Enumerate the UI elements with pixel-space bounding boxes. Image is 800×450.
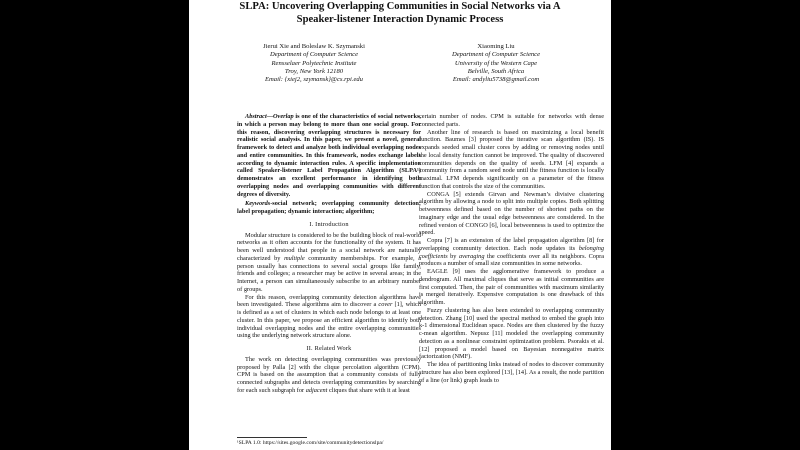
keywords-label: Keywords [245, 200, 271, 208]
right-paragraph-3: Copra [7] is an extension of the label propagation algorithm [8] for overlapping community detection. Each node updates its belonging coefficients by averaging the coefficients over all its neighbors. Copra produces a number of small size communities in some networks. [419, 237, 604, 268]
author-block-2 [411, 43, 581, 84]
right-paragraph-5: Fuzzy clustering has also been extended to overlapping community detection. Zhang [10] used the spectral method to embed the graph into k-1 dimensional Euclidean space. Nodes are then clustered by the fuzzy c-mean algorithm. Nepusz [11] modeled the overlapping community detection as a nonlinear constraint optimization problem. Psorakis et al. [12] proposed a model based on Bayesian nonnegative matrix factorization (NMF). [419, 306, 604, 361]
author-email: Email: {xiej2, szymansk}@cs.rpi.edu [265, 76, 363, 84]
author-institution: Rensselaer Polytechnic Institute [271, 59, 357, 67]
abstract-emphasis: Overlap [273, 113, 294, 120]
author-department: Department of Computer Science [451, 51, 541, 59]
author-names: Jierui Xie and Boleslaw K. Szymanski [263, 43, 365, 50]
right-column [419, 113, 604, 384]
author-city: Belville, South Africa [467, 67, 525, 75]
footnote-rule [237, 437, 307, 438]
section-1-heading: I. Introduction [309, 220, 349, 228]
section-2-heading: II. Related Work [306, 345, 352, 352]
title-line-2: Speaker-listener Interaction Dynamic Process [296, 14, 504, 25]
right-paragraph-4: EAGLE [9] uses the agglomerative framework to produce a dendrogram. All maximal cliques that serve as initial communities are first computed. Then, the pair of communities with maximum similarity is merged iteratively. Expensive computation is one drawback of this algorithm. [419, 268, 604, 306]
intro-paragraph-1: Modular structure is considered to be the building block of real-world networks as it often accounts for the functionality of the system. It has been well understood that people in a social network are naturally characterized by multiple community memberships. For example, a person usually has connections to several social groups like family, friends and colleges; a researcher may be active in several areas; in the Internet, a person can simultaneously subscribe to an arbitrary number of groups. [237, 231, 422, 293]
paper-title [189, 0, 611, 26]
intro-paragraph-2: For this reason, overlapping community detection algorithms have been investigated. These algorithms aim to discover a cover [1], which is defined as a set of clusters in which each node belongs to at least one cluster. In this paper, we propose an efficient algorithm to identify both individual overlapping nodes and the entire overlapping communities using the underlying network structure alone. [237, 293, 421, 340]
author-city: Troy, New York 12180 [284, 67, 344, 75]
abstract-text: is one of the characteristics of social networks, in which a person may belong to more than one social group. For this reason, discovering overlapping structures is necessary for realistic social analysis. In this paper, we present a novel, general framework to detect and analyze both individual overlapping nodes and entire communities. In this framework, nodes exchange labels according to dynamic interaction rules. A specific implementation called Speaker-listener Label Propagation Algorithm (SLPA¹) demonstrates an excellent performance in identifying both overlapping nodes and overlapping communities with different degrees of diversity. [237, 113, 421, 198]
footnote: ¹SLPA 1.0: https://sites.google.com/site/communitydetectionslpa/ [237, 440, 384, 446]
author-institution: University of the Western Cape [454, 59, 538, 67]
title-line-1: SLPA: Uncovering Overlapping Communities in Social Networks via A [239, 1, 561, 12]
abstract: Abstract—Overlap is one of the characteristics of social networks, in which a person may belong to more than one social group. For this reason, discovering overlapping structures is necessary for realistic social analysis. In this paper, we present a novel, general framework to detect and analyze both individual overlapping nodes and entire communities. In this framework, nodes exchange labels according to dynamic interaction rules. A specific implementation called Speaker-listener Label Propagation Algorithm (SLPA¹) demonstrates an excellent performance in identifying both overlapping nodes and overlapping communities with different degrees of diversity. [237, 113, 421, 198]
author-department: Department of Computer Science [269, 51, 359, 59]
right-paragraph-6: The idea of partitioning links instead of nodes to discover community structure has also been explored [13], [14]. As a result, the node partition of a line (or link) graph leads to [419, 361, 604, 384]
author-email: Email: andyliu5738@gmail.com [452, 76, 540, 84]
right-paragraph-1: Another line of research is based on maximizing a local benefit function. Baumes [3] proposed the iterative scan algorithm (IS). IS expands seeded small cluster cores by adding or removing nodes until the local density function cannot be improved. The quality of discovered communities depends on the quality of seeds. LFM [4] expands a community from a random seed node until the fitness function is locally maximal. LFM depends significantly on a parameter of the fitness function that controls the size of the communities. [419, 128, 604, 190]
author-block-1 [229, 43, 399, 84]
right-paragraph-0: certain number of nodes. CPM is suitable for networks with dense connected parts. [419, 113, 604, 128]
left-column [237, 113, 421, 395]
keywords [237, 200, 421, 216]
author-names: Xiaoming Liu [477, 43, 515, 50]
keywords-text: -social network; overlapping community detection; label propagation; dynamic interaction; algorithm; [237, 200, 421, 215]
related-paragraph-1: The work on detecting overlapping communities was previously proposed by Palla [2] with the clique percolation algorithm (CPM). CPM is based on the assumption that a community consists of fully connected subgraphs and detects overlapping communities by searching for each such subgraph for adjacent cliques that share with it at least [237, 355, 421, 394]
paper-page [189, 0, 611, 450]
right-paragraph-2: CONGA [5] extends Girvan and Newman’s divisive clustering algorithm by allowing a node to split into multiple copies. Both splitting betweenness defined based on the number of shortest paths on the imaginary edge and the usual edge betweenness are considered. In the refined version of CONGO [6], local betweenness is used to optimize the speed. [419, 190, 604, 237]
abstract-label: Abstract [245, 113, 267, 120]
